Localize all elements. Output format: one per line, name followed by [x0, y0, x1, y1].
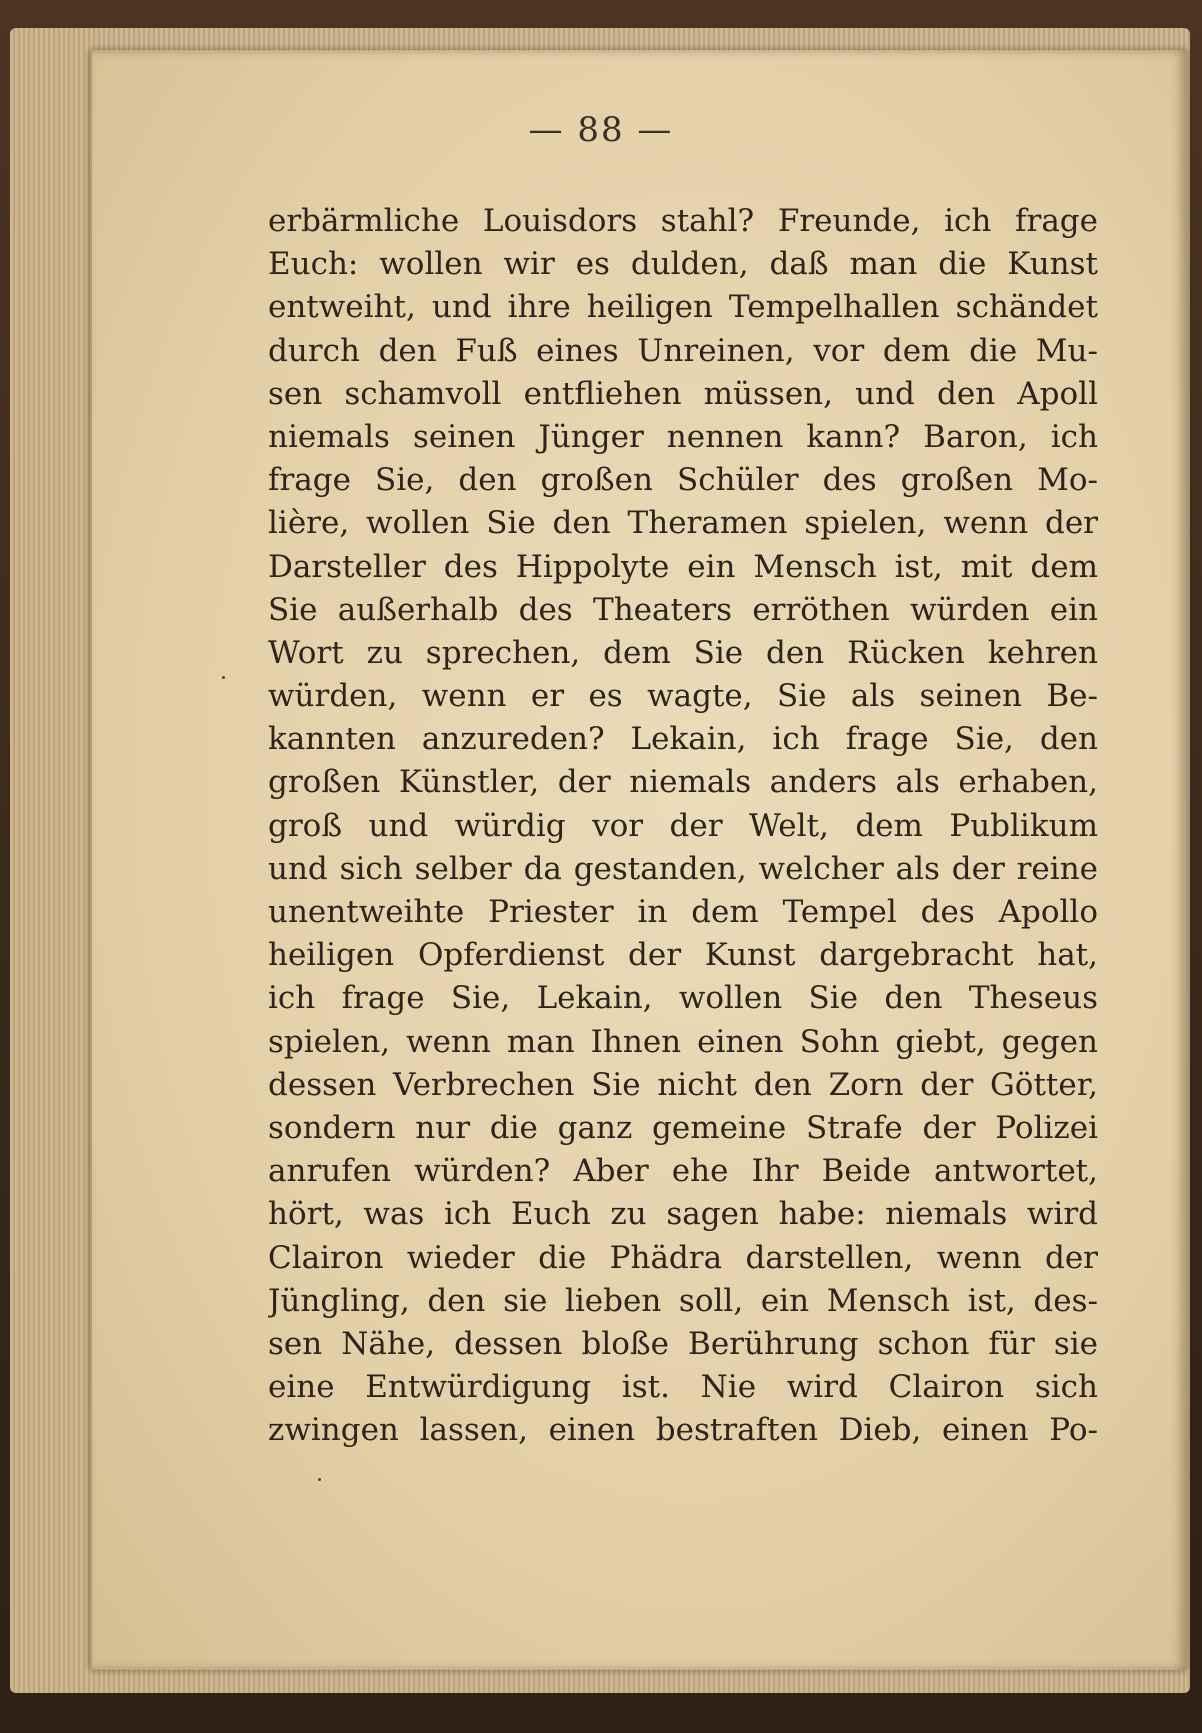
- text-line: hört, was ich Euch zu sagen habe: niemals wird: [268, 1196, 1098, 1233]
- text-line: anrufen würden? Aber ehe Ihr Beide antwortet,: [268, 1153, 1098, 1190]
- text-line: heiligen Opferdienst der Kunst dargebracht hat,: [268, 937, 1098, 974]
- text-line: ich frage Sie, Lekain, wollen Sie den Theseus: [268, 980, 1098, 1017]
- text-line: Wort zu sprechen, dem Sie den Rücken kehren: [268, 634, 1098, 671]
- text-line: erbärmliche Louisdors stahl? Freunde, ich frage: [268, 203, 1098, 239]
- text-line: großen Künstler, der niemals anders als erhaben,: [268, 764, 1098, 801]
- text-line: groß und würdig vor der Welt, dem Publikum: [268, 807, 1098, 844]
- text-line: entweiht, und ihre heiligen Tempelhallen schändet: [268, 289, 1098, 326]
- text-line: Darsteller des Hippolyte ein Mensch ist, mit dem: [268, 548, 1098, 585]
- text-line: kannten anzureden? Lekain, ich frage Sie, den: [268, 721, 1098, 758]
- text-line: niemals seinen Jünger nennen kann? Baron, ich: [268, 418, 1098, 455]
- text-line: durch den Fuß eines Unreinen, vor dem die Mu-: [268, 332, 1098, 369]
- body-text: [268, 200, 1098, 1452]
- text-line: zwingen lassen, einen bestraften Dieb, einen Po-: [268, 1412, 1098, 1449]
- paper-speck: [318, 1478, 321, 1481]
- paper-speck: [222, 676, 225, 679]
- text-line: unentweihte Priester in dem Tempel des Apollo: [268, 894, 1098, 930]
- text-line: würden, wenn er es wagte, Sie als seinen Be-: [268, 678, 1098, 715]
- text-line: eine Entwürdigung ist. Nie wird Clairon sich: [268, 1369, 1098, 1406]
- text-line: und sich selber da gestanden, welcher als der reine: [268, 850, 1098, 887]
- text-line: sen Nähe, dessen bloße Berührung schon für sie: [268, 1325, 1098, 1362]
- text-line: sondern nur die ganz gemeine Strafe der Polizei: [268, 1109, 1098, 1146]
- text-line: Clairon wieder die Phädra darstellen, wenn der: [268, 1239, 1098, 1276]
- text-line: spielen, wenn man Ihnen einen Sohn giebt, gegen: [268, 1023, 1098, 1060]
- text-line: sen schamvoll entfliehen müssen, und den Apoll: [268, 375, 1098, 412]
- text-line: Sie außerhalb des Theaters erröthen würden ein: [268, 591, 1098, 628]
- text-line: lière, wollen Sie den Theramen spielen, wenn der: [268, 505, 1098, 542]
- page-number: — 88 —: [528, 110, 674, 150]
- text-line: dessen Verbrechen Sie nicht den Zorn der Götter,: [268, 1066, 1098, 1103]
- text-line: Euch: wollen wir es dulden, daß man die Kunst: [268, 246, 1098, 283]
- text-line: frage Sie, den großen Schüler des großen Mo-: [268, 462, 1098, 499]
- text-line: Jüngling, den sie lieben soll, ein Mensch ist, des-: [268, 1282, 1098, 1319]
